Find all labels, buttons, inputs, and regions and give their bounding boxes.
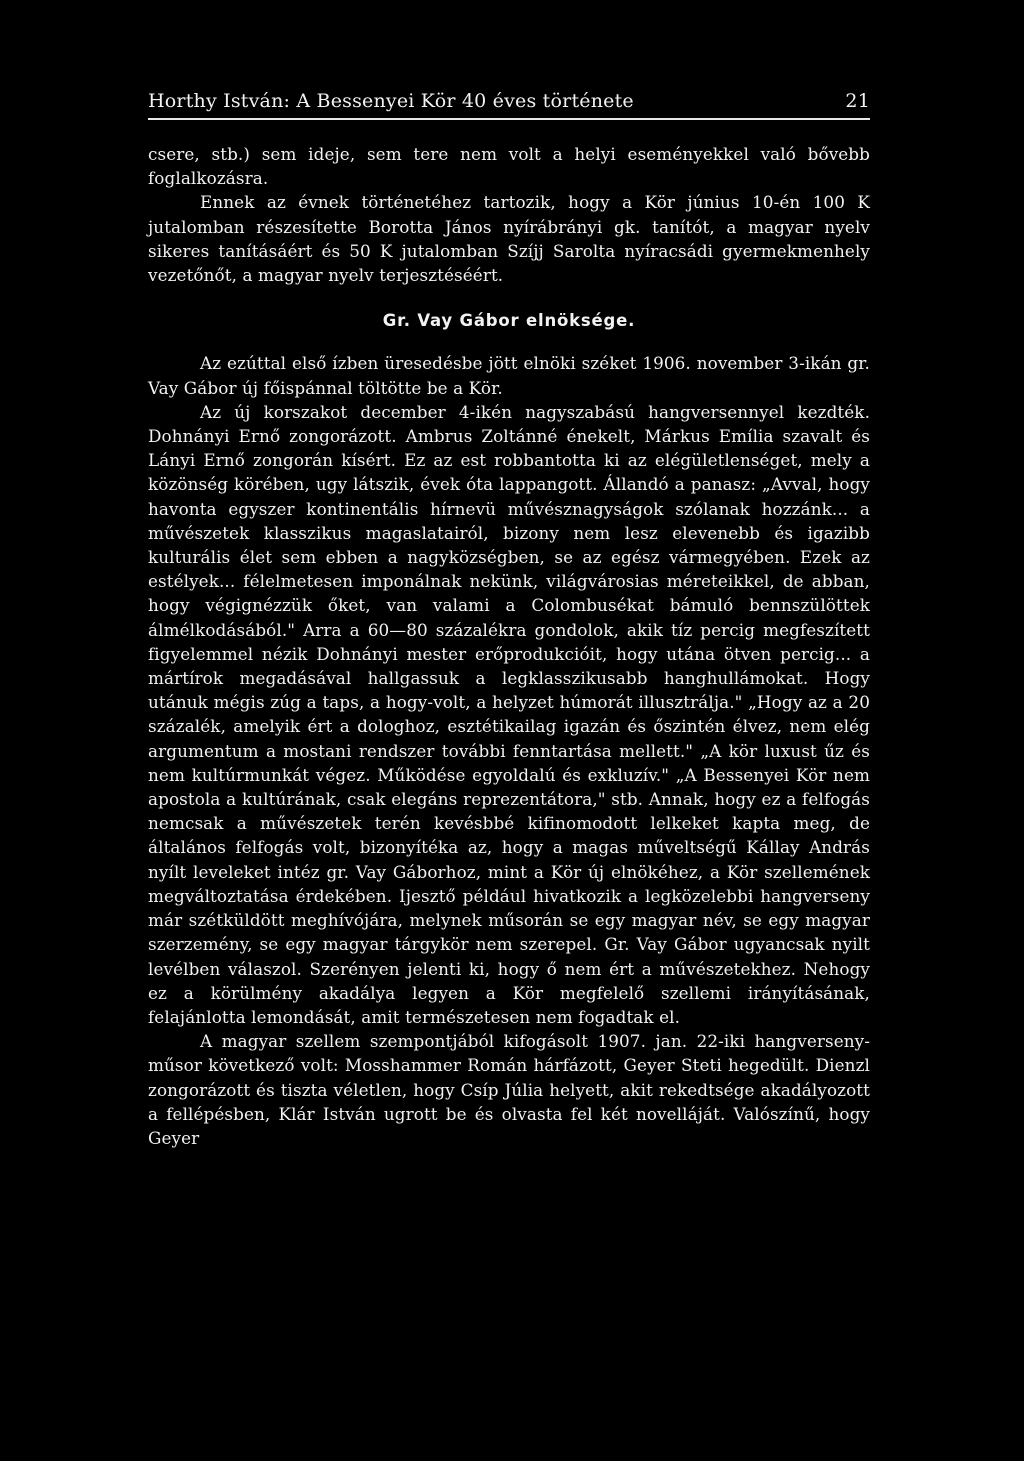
section-heading: Gr. Vay Gábor elnöksége. xyxy=(382,311,636,331)
paragraph-concert-1907: A magyar szellem szempontjából kifogásolt 1907. jan. 22-iki hangverseny-műsor következő volt: Mosshammer Román hárfázott, Geyer Steti hegedült. Dienzl zongorázott és tiszta véletlen, hogy Csíp Júlia helyett, akit rekedtsége akadályozott a fellépésben, Klár István ugrott be és olvasta fel két novelláját. Valószínű, hogy Geyer xyxy=(148,1031,870,1148)
paragraph-new-era: Az új korszakot december 4-ikén nagyszabású hangversennyel kezdték. Dohnányi Ernő zongorázott. Ambrus Zoltánné énekelt, Márkus Emília szavalt és Lányi Ernő zongorán kísért. Ez az est robbantotta ki az elégületlenséget, mely a közönség körében, ugy látszik, évek óta lappangott. Állandó a panasz: „Avval, hogy havonta egyszer kontinentális hírnevü művésznagyságok szólanak hozzánk... a művészetek klasszikus magaslatairól, bizony nem lesz elevenebb és igazibb kulturális élet sem ebben a nagyközségben, se az egész vármegyében. Ezek az estélyek... félelmetesen imponálnak nekünk, világvárosias méreteikkel, de abban, hogy végignézzük őket, van valami a Colombusékat bámuló bennszülöttek álmélkodásából." Arra a 60—80 százalékra gondolok, akik tíz percig megfeszített figyelemmel nézik Dohnányi mester erőprodukcióit, hogy utána ötven percig... a mártírok megadásával hallgassuk a legklasszikusabb hanghullámokat. Hogy utánuk mégis zúg a taps, a hogy-volt, a helyzet húmorát illusztrálja." „Hogy az a 20 százalék, amelyik ért a dologhoz, esztétikailag igazán és őszintén élvez, nem elég argumentum a mostani rendszer további fenntartása mellett." „A kör luxust űz és nem kultúrmunkát végez. Működése egyoldalú és exkluzív." „A Bessenyei Kör nem apostola a kultúrának, csak elegáns reprezentátora," stb. Annak, hogy ez a felfogás nemcsak a művészetek terén kevésbbé kifinomodott lelkeket kapta meg, de általános felfogás volt, bizonyítéka az, hogy a magas műveltségű Kállay András nyílt leveleket intéz gr. Vay Gáborhoz, mint a Kör új elnökéhez, a Kör szellemének megváltoztatása érdekében. Ijesztő például hivatkozik a legközelebbi hangverseny már szétküldött meghívójára, melynek műsorán se egy magyar név, se egy magyar szerzemény, se egy magyar tárgykör nem szerepel. Gr. Vay Gábor ugyancsak nyilt levélben válaszol. Szerényen jelenti ki, hogy ő nem ért a művészetekhez. Nehogy ez a körülmény akadálya legyen a Kör megfelelő szellemi irányításának, felajánlotta lemondását, amit természetesen nem fogadtak el. xyxy=(148,401,870,1027)
running-header xyxy=(148,88,870,120)
body-text xyxy=(148,142,870,1150)
paragraph-continuation: csere, stb.) sem ideje, sem tere nem volt a helyi eseményekkel való bővebb foglalkozásra. xyxy=(148,144,870,189)
running-title: Horthy István: A Bessenyei Kör 40 éves története xyxy=(148,90,634,112)
paragraph-award: Ennek az évnek történetéhez tartozik, hogy a Kör június 10-én 100 K jutalomban részesítette Borotta János nyírábrányi gk. tanítót, a magyar nyelv sikeres tanításáért és 50 K jutalomban Szíjj Sarolta nyíracsádi gyermekmenhely vezetőnőt, a magyar nyelv terjesztéséért. xyxy=(148,192,870,286)
paragraph-presidency: Az ezúttal első ízben üresedésbe jött elnöki széket 1906. november 3-ikán gr. Vay Gábor új főispánnal töltötte be a Kör. xyxy=(148,353,870,398)
page-number: 21 xyxy=(845,90,870,112)
document-page xyxy=(148,88,870,1150)
